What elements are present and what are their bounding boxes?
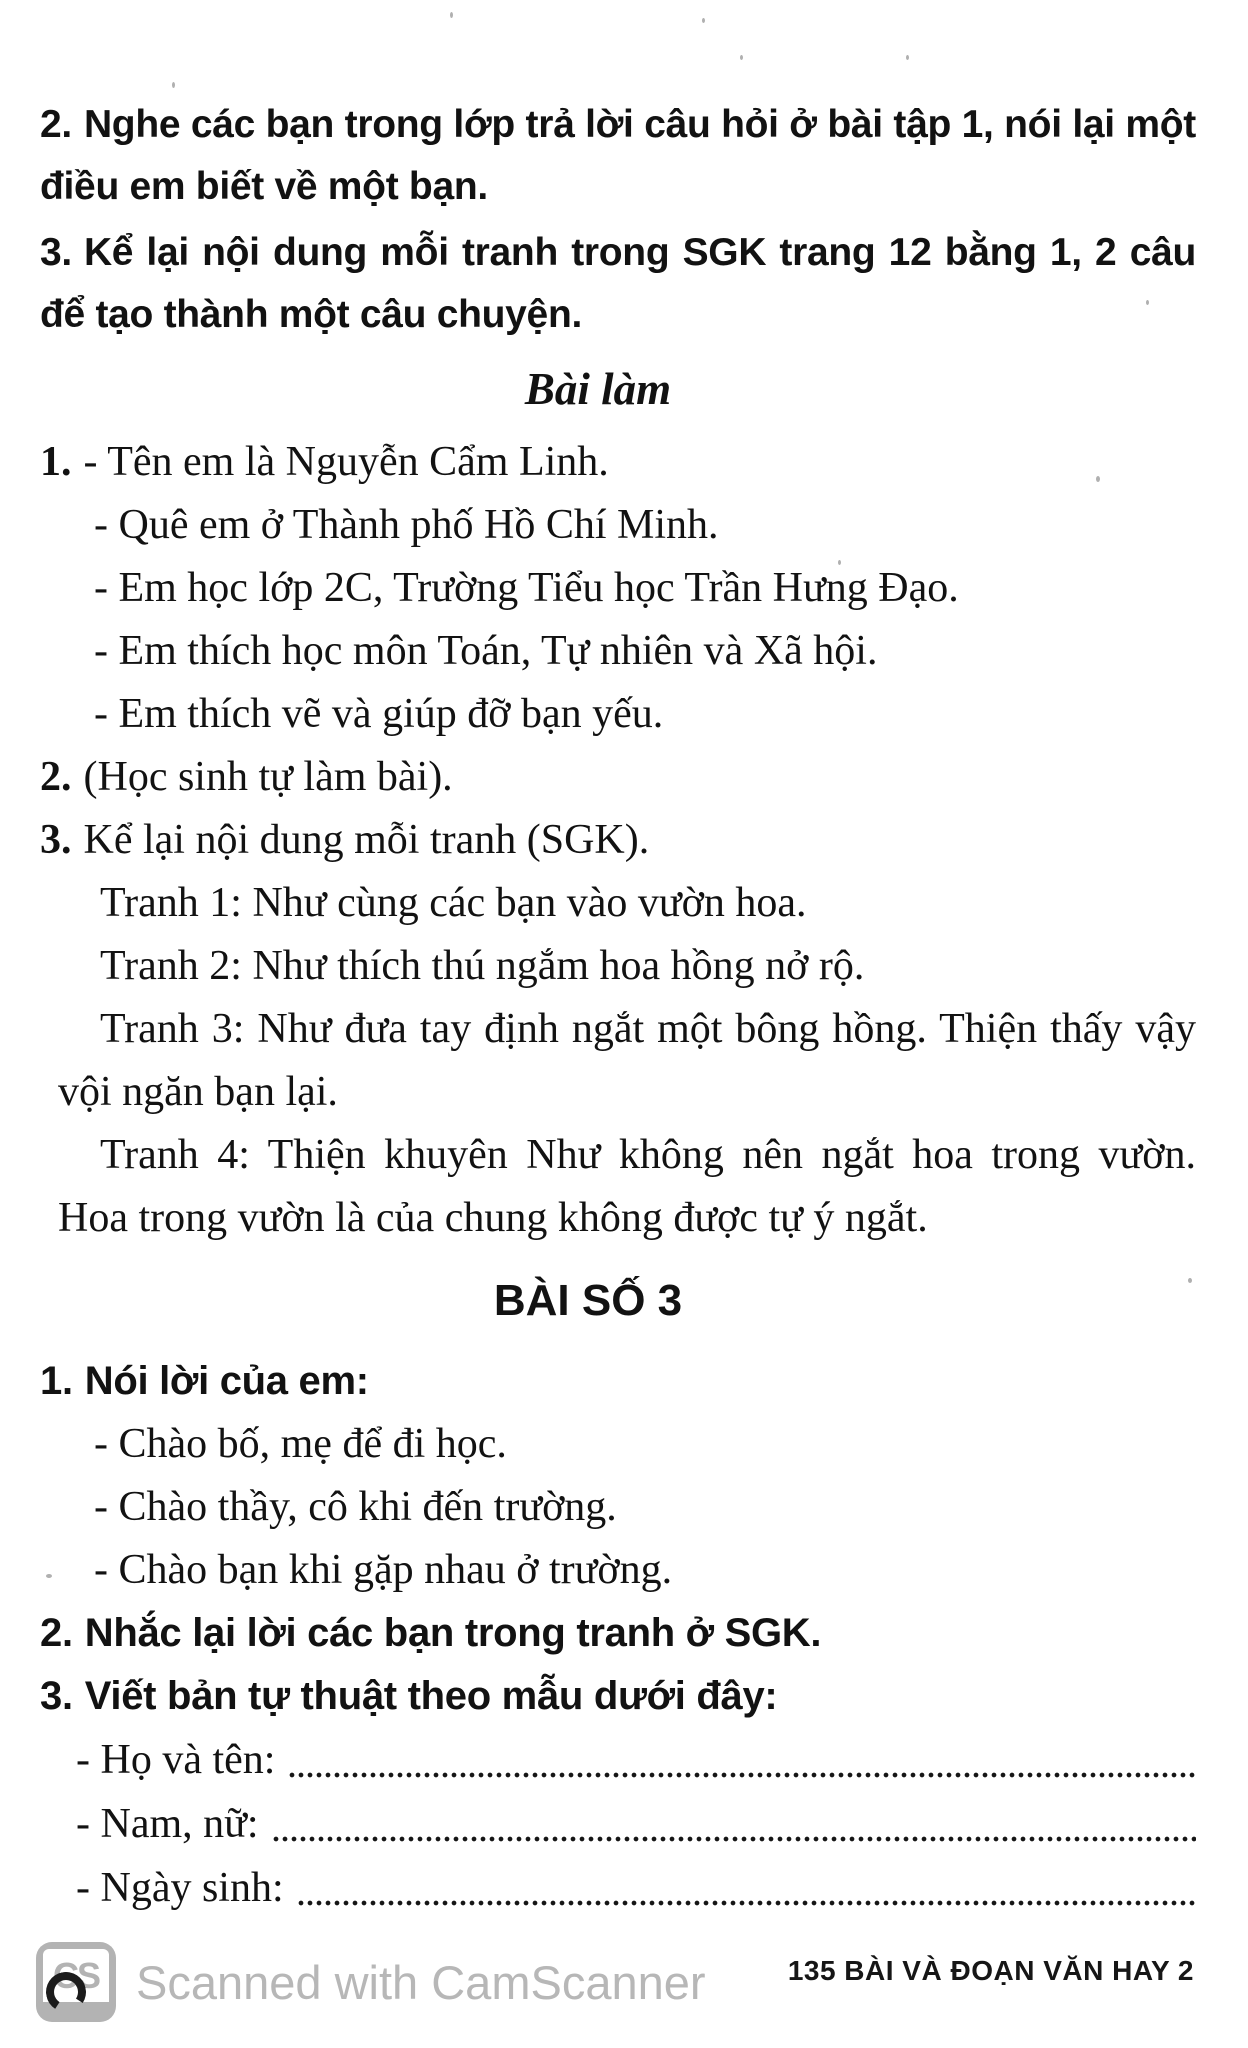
camscanner-logo-icon (36, 1942, 116, 2022)
bailam-heading: Bài làm (524, 364, 672, 414)
form-field-label: - Nam, nữ: (76, 1801, 259, 1847)
answer-number: 1. (40, 439, 72, 485)
camscanner-watermark (36, 1942, 706, 2022)
exercise-number: 3. (40, 231, 72, 274)
task-text: Viết bản tự thuật theo mẫu dưới đây: (84, 1674, 778, 1718)
form-field-label: - Ngày sinh: (76, 1865, 284, 1911)
task-line (40, 1602, 1196, 1665)
answer-line: - Quê em ở Thành phố Hồ Chí Minh. (94, 502, 719, 548)
scan-speck (172, 82, 175, 88)
tranh-paragraph: Tranh 3: Như đưa tay định ngắt một bông hồng. Thiện thấy vậy vội ngăn bạn lại. (58, 1006, 1196, 1115)
bailam-section (40, 431, 1196, 1250)
watermark-text: Scanned with CamScanner (136, 1955, 706, 2009)
exercise-text: Nghe các bạn trong lớp trả lời câu hỏi ở bài tập 1, nói lại một điều em biết về một bạn. (40, 103, 1196, 208)
task-number: 2. (40, 1611, 73, 1655)
baiso3-heading: BÀI SỐ 3 (493, 1276, 683, 1325)
scan-speck (46, 1574, 52, 1578)
answer-text: (Học sinh tự làm bài). (83, 754, 453, 800)
scan-speck (450, 12, 453, 18)
tranh-paragraph: Tranh 4: Thiện khuyên Như không nên ngắt hoa trong vườn. Hoa trong vườn là của chung không được tự ý ngắt. (58, 1132, 1196, 1241)
answer-line (40, 809, 1196, 872)
answer-text: Kể lại nội dung mỗi tranh (SGK). (83, 817, 650, 863)
answer-line: - Chào thầy, cô khi đến trường. (94, 1484, 617, 1530)
camscanner-logo-text: CS (52, 1954, 99, 1996)
scan-speck (1096, 476, 1100, 482)
answer-line: - Em thích học môn Toán, Tự nhiên và Xã hội. (94, 628, 878, 674)
scan-speck (702, 18, 705, 23)
task-line (40, 1665, 1196, 1728)
answer-number: 3. (40, 817, 72, 863)
baiso3-section (40, 1350, 1196, 1920)
answer-line: - Em học lớp 2C, Trường Tiểu học Trần Hưng Đạo. (94, 565, 959, 611)
answer-line (40, 431, 1196, 494)
scan-speck (906, 55, 909, 60)
dotted-fill-line (289, 1728, 1196, 1792)
task-number: 3. (40, 1674, 73, 1718)
form-field-label: - Họ và tên: (76, 1737, 276, 1783)
form-field-row (76, 1728, 1196, 1792)
answer-line: - Em thích vẽ và giúp đỡ bạn yếu. (94, 691, 664, 737)
answer-line: - Chào bạn khi gặp nhau ở trường. (94, 1547, 673, 1593)
answer-text: - Tên em là Nguyễn Cẩm Linh. (83, 439, 609, 485)
tranh-paragraph: Tranh 1: Như cùng các bạn vào vườn hoa. (100, 880, 807, 926)
dotted-fill-line (298, 1856, 1196, 1920)
exercise-header (40, 94, 1196, 346)
task-text: Nhắc lại lời các bạn trong tranh ở SGK. (84, 1611, 822, 1655)
answer-line (40, 746, 1196, 809)
dotted-fill-line (273, 1792, 1196, 1856)
task-number: 1. (40, 1359, 73, 1403)
book-title-footer: 135 BÀI VÀ ĐOẠN VĂN HAY 2 (787, 1955, 1194, 1986)
tranh-paragraph: Tranh 2: Như thích thú ngắm hoa hồng nở rộ. (100, 943, 865, 989)
page-content (40, 94, 1196, 1920)
exercise-number: 2. (40, 103, 72, 146)
answer-line: - Chào bố, mẹ để đi học. (94, 1421, 507, 1467)
task-line (40, 1350, 1196, 1413)
form-field-row (76, 1792, 1196, 1856)
task-text: Nói lời của em: (84, 1359, 369, 1403)
scan-speck (740, 55, 743, 60)
scan-speck (838, 560, 841, 565)
exercise-statement (40, 94, 1196, 218)
form-field-row (76, 1856, 1196, 1920)
exercise-statement (40, 222, 1196, 346)
scan-speck (1146, 300, 1149, 305)
answer-number: 2. (40, 754, 72, 800)
scan-speck (1188, 1278, 1192, 1283)
exercise-text: Kể lại nội dung mỗi tranh trong SGK trang 12 bằng 1, 2 câu để tạo thành một câu chuyện. (40, 231, 1196, 336)
